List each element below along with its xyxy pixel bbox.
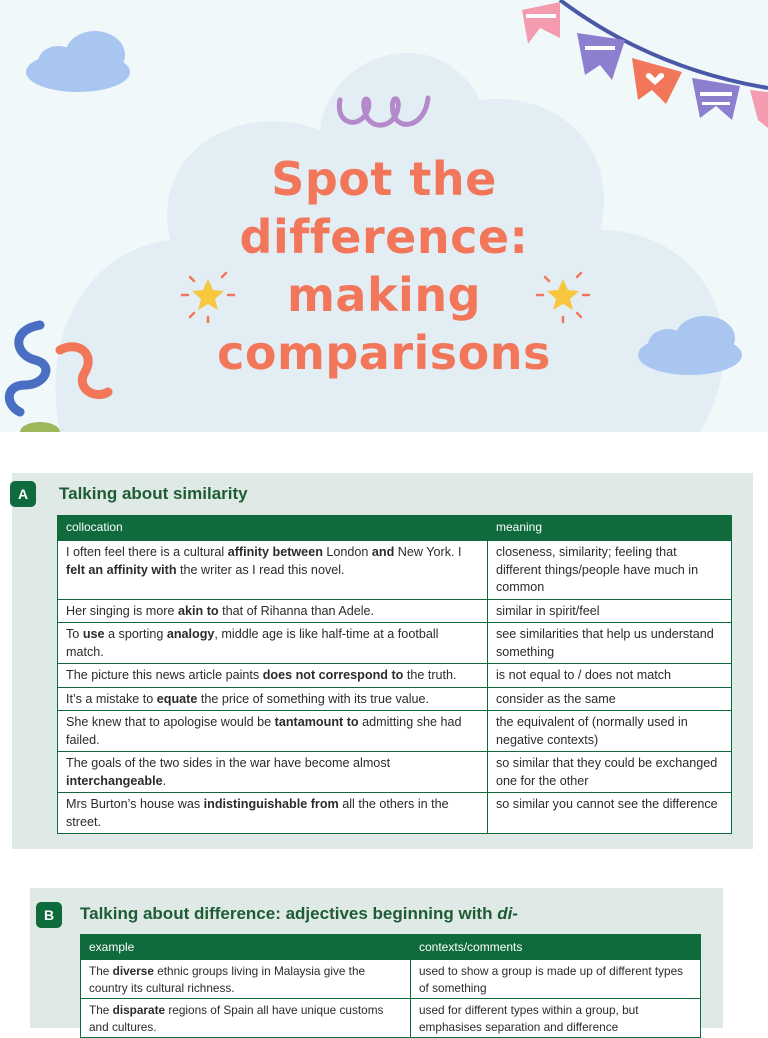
meaning-cell xyxy=(488,599,732,623)
collocation-cell xyxy=(58,793,488,834)
section-difference xyxy=(30,888,723,1034)
text-segment: London xyxy=(322,545,372,559)
key-phrase: use xyxy=(82,627,105,641)
section-badge: A xyxy=(10,481,36,507)
key-phrase: felt an affinity with xyxy=(66,562,177,577)
key-phrase: diverse xyxy=(112,964,154,978)
section-title xyxy=(80,904,518,924)
text-segment: the writer as I read this novel. xyxy=(176,562,345,577)
table-body xyxy=(81,960,701,1038)
text-segment: It’s a mistake to xyxy=(66,691,157,706)
key-phrase: equate xyxy=(156,691,198,706)
text-segment: New York. I xyxy=(394,545,462,559)
table-row xyxy=(81,960,701,999)
table-row xyxy=(58,623,732,664)
cell-text: used to show a group is made up of different types of something xyxy=(419,964,684,995)
text-segment: I often feel there is a cultural xyxy=(66,545,228,559)
meaning-cell xyxy=(488,664,732,688)
key-phrase: and xyxy=(371,545,395,559)
example-cell xyxy=(81,960,411,999)
cell-text: closeness, similarity; feeling that different things/people have much in common xyxy=(496,545,699,594)
text-segment: the price of something with its true value. xyxy=(197,691,430,706)
cell-text: so similar you cannot see the difference xyxy=(496,797,718,811)
collocation-cell xyxy=(58,711,488,752)
table-row xyxy=(58,541,732,600)
collocation-cell xyxy=(58,664,488,688)
cloud-icon xyxy=(26,31,130,92)
text-segment: , middle age is like half-time at a football match. xyxy=(66,627,439,659)
text-segment: Her singing is more xyxy=(66,603,178,618)
meaning-cell xyxy=(488,541,732,600)
text-segment: . xyxy=(162,773,167,788)
collocation-cell xyxy=(58,541,488,600)
bunting-flag-icon xyxy=(692,78,740,120)
meaning-cell xyxy=(488,623,732,664)
cell-text: see similarities that help us understand something xyxy=(496,627,714,659)
text-segment: The xyxy=(89,964,113,978)
cell-text: similar in spirit/feel xyxy=(496,603,600,618)
table-row xyxy=(58,599,732,623)
example-table xyxy=(80,934,701,1038)
bunting-flag-icon xyxy=(750,90,768,128)
meaning-cell xyxy=(488,711,732,752)
table-row xyxy=(81,999,701,1038)
green-blob xyxy=(20,422,60,432)
text-segment: ethnic groups living in Malaysia give the country its cultural richness. xyxy=(89,964,366,995)
bunting-flag-icon xyxy=(522,2,560,44)
table-body xyxy=(58,541,732,834)
title-line: Spot the xyxy=(271,152,497,206)
table-row xyxy=(58,752,732,793)
column-header: meaning xyxy=(488,516,732,541)
cell-text: so similar that they could be exchanged one for the other xyxy=(496,756,718,788)
title-line: comparisons xyxy=(217,326,551,380)
text-segment: The goals of the two sides in the war have become almost xyxy=(66,756,391,770)
text-segment: that of Rihanna than Adele. xyxy=(218,603,375,618)
text-segment: all the others in the street. xyxy=(66,797,449,829)
bunting-flag-icon xyxy=(577,33,625,80)
cell-text: consider as the same xyxy=(496,691,616,706)
collocation-cell xyxy=(58,687,488,711)
cell-text: is not equal to / does not match xyxy=(496,668,672,682)
section-title-emphasis: di- xyxy=(497,904,518,923)
comment-cell xyxy=(411,960,701,999)
key-phrase: affinity between xyxy=(227,545,323,559)
text-segment: The picture this news article paints xyxy=(66,668,263,682)
text-segment: She knew that to apologise would be xyxy=(66,715,275,729)
collocation-table xyxy=(57,515,732,834)
column-header: contexts/comments xyxy=(411,935,701,960)
text-segment: admitting she had failed. xyxy=(66,715,462,747)
text-segment: The xyxy=(89,1003,113,1017)
column-header: example xyxy=(81,935,411,960)
comment-cell xyxy=(411,999,701,1038)
table-row xyxy=(58,664,732,688)
key-phrase: tantamount to xyxy=(274,715,359,729)
table-row xyxy=(58,687,732,711)
collocation-cell xyxy=(58,623,488,664)
cell-text: the equivalent of (normally used in negative contexts) xyxy=(496,715,688,747)
table-row xyxy=(58,711,732,752)
key-phrase: interchangeable xyxy=(66,773,163,788)
text-segment: Mrs Burton’s house was xyxy=(66,797,204,811)
key-phrase: indistinguishable from xyxy=(203,797,339,811)
text-segment: a sporting xyxy=(104,627,167,641)
section-title: Talking about similarity xyxy=(59,484,248,503)
collocation-cell xyxy=(58,752,488,793)
hero-banner xyxy=(0,0,768,432)
title-line: making xyxy=(286,268,481,322)
cell-text: used for different types within a group, but emphasises separation and difference xyxy=(419,1003,639,1034)
text-segment: To xyxy=(66,627,83,641)
section-title-text: Talking about difference: adjectives beginning with xyxy=(80,904,498,923)
text-segment: regions of Spain all have unique customs and cultures. xyxy=(89,1003,384,1034)
table-header-row xyxy=(81,935,701,960)
table-row xyxy=(58,793,732,834)
table-header-row xyxy=(58,516,732,541)
key-phrase: disparate xyxy=(112,1003,166,1017)
key-phrase: analogy xyxy=(166,627,215,641)
section-badge: B xyxy=(36,902,62,928)
key-phrase: does not correspond to xyxy=(262,668,404,682)
section-similarity xyxy=(12,473,753,849)
collocation-cell xyxy=(58,599,488,623)
meaning-cell xyxy=(488,687,732,711)
meaning-cell xyxy=(488,793,732,834)
title-line: difference: xyxy=(239,210,529,264)
key-phrase: akin to xyxy=(178,603,219,618)
example-cell xyxy=(81,999,411,1038)
page-title xyxy=(0,150,768,382)
text-segment: the truth. xyxy=(403,668,457,682)
meaning-cell xyxy=(488,752,732,793)
column-header: collocation xyxy=(58,516,488,541)
